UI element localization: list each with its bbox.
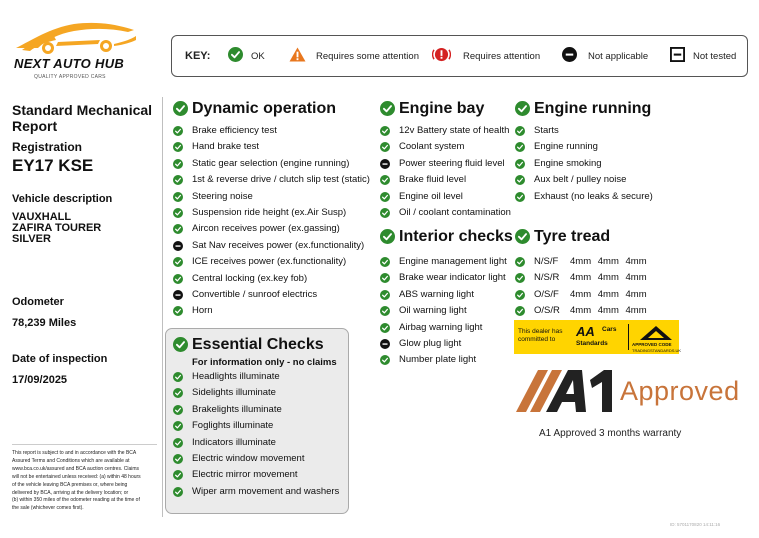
logo	[12, 18, 142, 90]
aa-cars-standards-banner	[514, 320, 682, 354]
check-icon	[173, 208, 183, 221]
check-icon	[173, 372, 183, 385]
odometer-label: Odometer	[12, 296, 64, 308]
check-icon	[515, 290, 525, 303]
check-item-label: Number plate light	[399, 354, 477, 366]
check-icon	[173, 405, 183, 418]
check-icon	[380, 355, 390, 368]
aa-logo: AA	[576, 324, 595, 339]
check-icon	[380, 273, 390, 286]
aa-divider	[628, 324, 629, 350]
check-icon	[173, 388, 183, 401]
check-item-label: Static gear selection (engine running)	[192, 157, 350, 169]
key-some-attention-label: Requires some attention	[316, 51, 419, 62]
check-item-label: Central locking (ex.key fob)	[192, 272, 308, 284]
check-icon	[173, 126, 183, 139]
minus-icon	[173, 290, 183, 303]
check-icon	[515, 101, 530, 121]
check-item-label: Aircon receives power (ex.gassing)	[192, 223, 340, 235]
minus-icon	[173, 241, 183, 254]
check-icon	[515, 142, 525, 155]
key-label: KEY:	[185, 50, 211, 62]
check-item-label: Power steering fluid level	[399, 157, 505, 169]
a1-approved-logo-icon	[516, 368, 616, 414]
minus-icon	[380, 159, 390, 172]
inspection-date-label: Date of inspection	[12, 353, 108, 365]
essential-subtitle: For information only - no claims	[192, 357, 337, 368]
check-item-label: Glow plug light	[399, 338, 462, 349]
check-icon	[173, 257, 183, 270]
section-title: Interior checks	[399, 228, 513, 245]
check-icon	[173, 175, 183, 188]
check-item-label: 12v Battery state of health	[399, 125, 510, 136]
aa-banner-text: This dealer has committed to	[518, 328, 563, 343]
check-icon	[515, 273, 525, 286]
check-icon	[515, 192, 525, 205]
check-icon	[173, 159, 183, 172]
check-icon	[173, 306, 183, 319]
check-icon	[380, 192, 390, 205]
check-icon	[515, 126, 525, 139]
check-icon	[173, 470, 183, 483]
odometer-value: 78,239 Miles	[12, 317, 77, 329]
check-item-label: Convertible / sunroof electrics	[192, 289, 318, 300]
check-icon	[515, 175, 525, 188]
terms-text	[12, 450, 160, 513]
check-icon	[380, 323, 390, 336]
check-icon	[173, 192, 183, 205]
check-icon	[228, 47, 243, 67]
check-icon	[173, 142, 183, 155]
check-icon	[380, 175, 390, 188]
check-icon	[380, 257, 390, 270]
key-attention-label: Requires attention	[463, 51, 541, 62]
check-item-label: Starts	[534, 125, 559, 136]
section-title: Engine bay	[399, 100, 485, 117]
check-item-label: Foglights illuminate	[192, 420, 274, 432]
vehicle-colour: SILVER	[12, 233, 51, 245]
warning-icon	[289, 47, 306, 67]
terms-line: of the vehicle leaving BCA premises or, where being	[12, 481, 128, 488]
approved-code-sub: TRADINGSTANDARDS.UK	[632, 348, 682, 353]
check-item-label: Horn	[192, 305, 213, 317]
check-item-label: Airbag warning light	[399, 321, 483, 333]
check-item-label: Engine smoking	[534, 157, 602, 169]
check-icon	[173, 421, 183, 434]
divider	[12, 444, 157, 445]
check-icon	[380, 290, 390, 303]
tyre-position: O/S/R	[534, 305, 560, 317]
check-item-label: ICE receives power (ex.functionality)	[192, 256, 347, 268]
check-icon	[515, 257, 525, 270]
tyre-tread-values: 4mm 4mm 4mm	[570, 288, 647, 300]
check-item-label: Hand brake test	[192, 141, 260, 153]
check-item-label: Engine management light	[399, 256, 507, 267]
check-item-label: Brake efficiency test	[192, 125, 277, 136]
check-item-label: Indicators illuminate	[192, 436, 276, 448]
column-divider	[162, 97, 163, 517]
check-icon	[173, 224, 183, 237]
check-icon	[173, 438, 183, 451]
a1-approved-word: Approved	[620, 376, 740, 406]
check-item-label: Oil warning light	[399, 305, 467, 317]
tyre-tread-values: 4mm 4mm 4mm	[570, 256, 647, 267]
check-icon	[380, 208, 390, 221]
check-item-label: Steering noise	[192, 190, 253, 202]
alert-icon	[432, 47, 451, 67]
check-item-label: 1st & reverse drive / clutch slip test (static)	[192, 174, 370, 186]
terms-line: (b) within 350 miles of the odometer reading at the time of	[12, 497, 140, 504]
a1-warranty-text: A1 Approved 3 months warranty	[539, 428, 682, 439]
check-icon	[515, 159, 525, 172]
check-item-label: Oil / coolant contamination	[399, 207, 511, 218]
check-icon	[173, 454, 183, 467]
key-ok-label: OK	[251, 51, 265, 62]
terms-line: delivered by BCA, arriving at the delivery location; or	[12, 489, 129, 496]
check-icon	[380, 229, 395, 249]
check-item-label: ABS warning light	[399, 288, 474, 300]
logo-tagline: QUALITY APPROVED CARS	[34, 74, 106, 80]
check-item-label: Electric mirror movement	[192, 469, 298, 481]
registration-label: Registration	[12, 140, 83, 154]
section-title: Engine running	[534, 100, 652, 117]
check-icon	[380, 142, 390, 155]
section-title: Essential Checks	[192, 336, 324, 353]
check-icon	[173, 101, 188, 121]
key-not-applicable-label: Not applicable	[588, 51, 649, 62]
terms-line: the sale (whichever comes first).	[12, 505, 84, 512]
vehicle-description-label: Vehicle description	[12, 193, 113, 205]
check-item-label: Brake wear indicator light	[399, 272, 506, 284]
terms-line: www.bca.co.uk/assured and BCA auction centres. Claims	[12, 465, 140, 472]
tyre-tread-values: 4mm 4mm 4mm	[570, 272, 647, 284]
vehicle-model: ZAFIRA TOURER	[12, 222, 102, 234]
check-item-label: Engine oil level	[399, 190, 463, 202]
check-item-label: Wiper arm movement and washers	[192, 485, 340, 497]
check-item-label: Exhaust (no leaks & secure)	[534, 190, 653, 202]
check-icon	[515, 306, 525, 319]
terms-line: Assured Terms and Conditions which are available at	[12, 457, 130, 464]
minus-icon	[562, 47, 577, 67]
report-title: Standard Mechanical Report	[12, 102, 153, 134]
check-item-label: Sidelights illuminate	[192, 387, 276, 399]
check-item-label: Engine running	[534, 141, 598, 153]
box-minus-icon	[670, 47, 685, 67]
check-icon	[380, 126, 390, 139]
tyre-position: N/S/R	[534, 272, 560, 284]
car-logo-icon	[12, 18, 142, 58]
check-item-label: Sat Nav receives power (ex.functionality)	[192, 239, 365, 251]
section-title: Tyre tread	[534, 228, 611, 245]
vehicle-make: VAUXHALL	[12, 211, 72, 223]
tyre-position: N/S/F	[534, 256, 559, 267]
key-not-tested-label: Not tested	[693, 51, 737, 62]
document-id: ID: 5701170820 14:11:16	[670, 522, 721, 527]
minus-icon	[380, 339, 390, 352]
approved-code-icon	[638, 324, 674, 342]
tyre-tread-values: 4mm 4mm 4mm	[570, 305, 647, 317]
check-icon	[173, 274, 183, 287]
check-icon	[173, 487, 183, 500]
section-title: Dynamic operation	[192, 100, 337, 117]
check-icon	[173, 337, 188, 357]
check-icon	[380, 306, 390, 319]
vehicle-description	[12, 212, 101, 245]
aa-cars-label: Cars	[602, 326, 617, 333]
logo-brand: NEXT AUTO HUB	[14, 56, 125, 71]
terms-line: This report is subject to and in accordance with the BCA	[12, 450, 137, 456]
tyre-position: O/S/F	[534, 288, 559, 300]
inspection-date-value: 17/09/2025	[12, 374, 68, 386]
key-legend	[171, 35, 748, 77]
aa-standards-label: Standards	[576, 340, 608, 347]
terms-line: will not be entertained unless received: (a) within 48 hours	[12, 473, 141, 480]
approved-code-label: APPROVED CODE	[632, 342, 672, 347]
check-icon	[515, 229, 530, 249]
check-item-label: Brake fluid level	[399, 174, 467, 186]
check-icon	[380, 101, 395, 121]
check-item-label: Brakelights illuminate	[192, 403, 282, 415]
check-item-label: Electric window movement	[192, 453, 305, 464]
check-item-label: Suspension ride height (ex.Air Susp)	[192, 207, 347, 218]
check-item-label: Coolant system	[399, 141, 465, 153]
registration-value: EY17 KSE	[12, 156, 94, 175]
check-item-label: Headlights illuminate	[192, 371, 280, 382]
check-item-label: Aux belt / pulley noise	[534, 174, 627, 186]
